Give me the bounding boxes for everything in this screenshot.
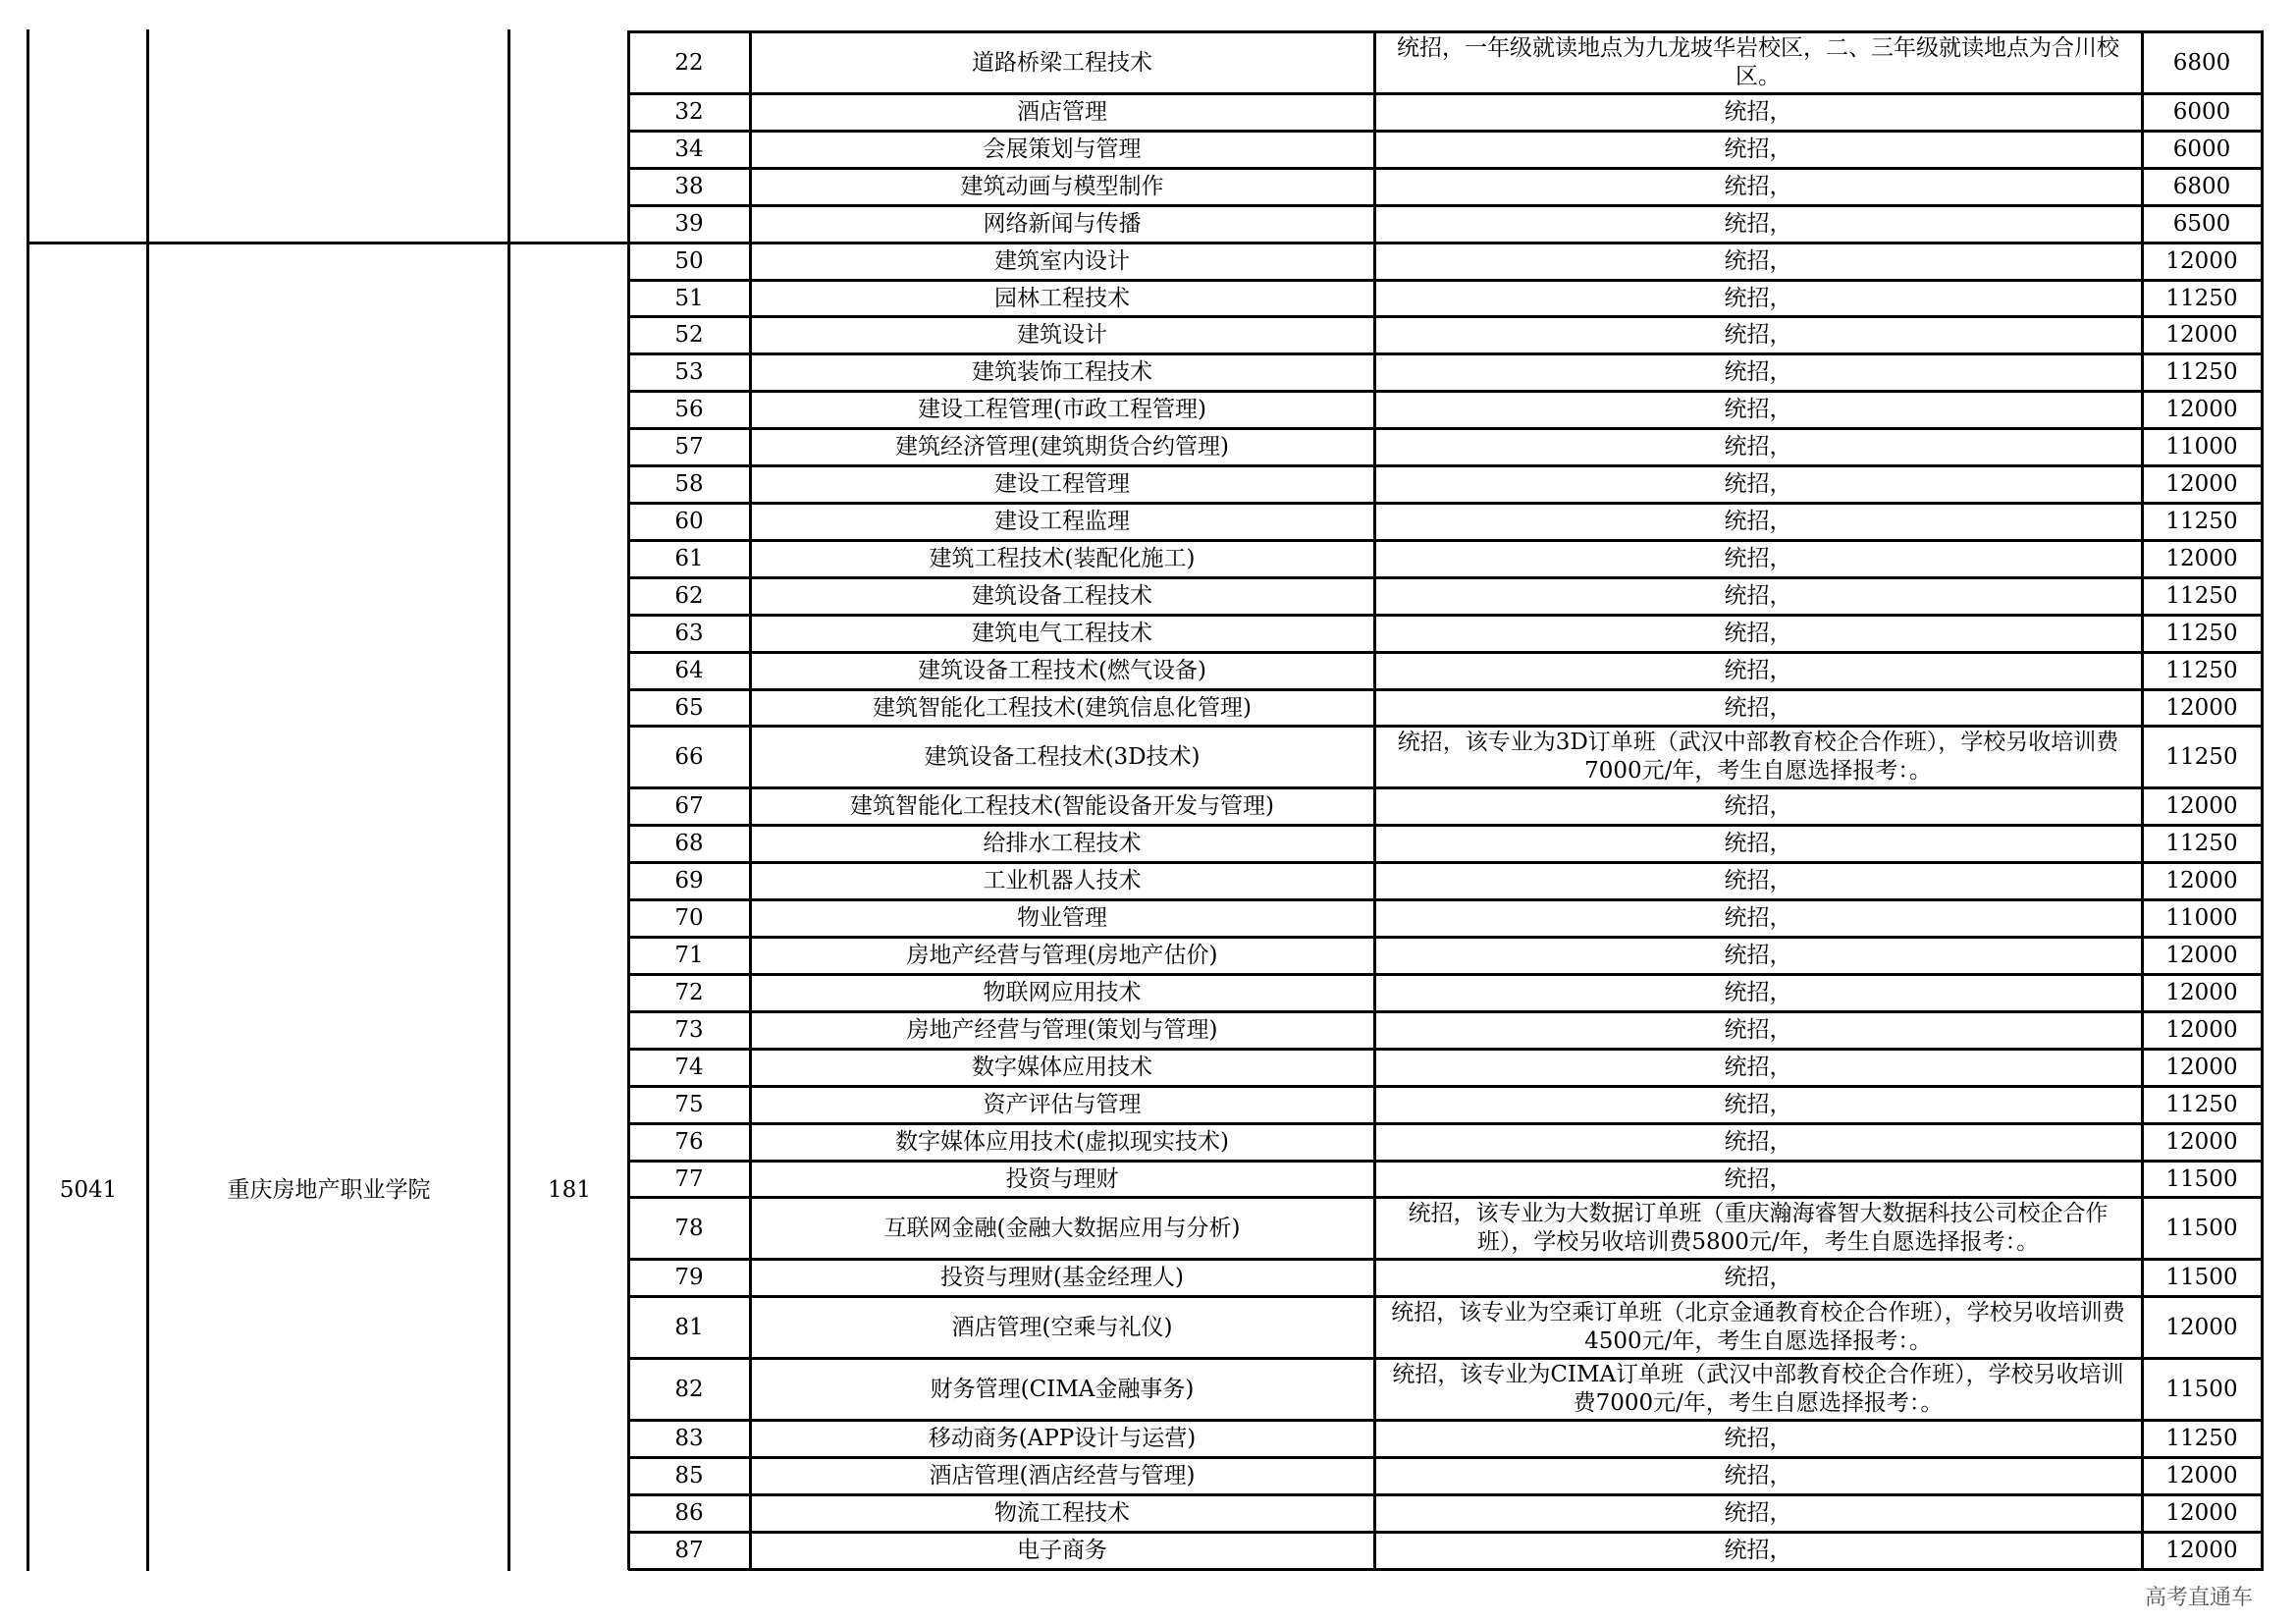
major-name: 建设工程管理 [994, 471, 1130, 498]
tuition-fee: 12000 [2165, 694, 2238, 721]
major-note: 统招， [1724, 508, 1792, 534]
major-name: 建筑智能化工程技术(建筑信息化管理) [873, 694, 1252, 721]
major-note: 统招， [1724, 1128, 1792, 1155]
major-note: 统招， [1724, 1016, 1792, 1043]
grid-horizontal-line [628, 279, 2264, 282]
major-note: 统招，该专业为CIMA订单班（武汉中部教育校企合作班），学校另收培训费7000元/年，考生自愿选择报考：。 [1392, 1362, 2124, 1417]
major-name: 建筑室内设计 [994, 247, 1130, 274]
major-name: 建筑电气工程技术 [972, 620, 1152, 646]
major-note: 统招， [1724, 1538, 1792, 1564]
major-code: 78 [674, 1215, 704, 1241]
major-name: 房地产经营与管理(策划与管理) [906, 1016, 1218, 1043]
major-name: 建筑设备工程技术(3D技术) [924, 743, 1201, 770]
tuition-fee: 12000 [2165, 322, 2238, 349]
major-code: 39 [674, 210, 704, 237]
grid-horizontal-line [628, 1122, 2264, 1125]
major-code: 57 [674, 434, 704, 460]
tuition-fee: 12000 [2165, 1500, 2238, 1527]
major-name: 建筑智能化工程技术(智能设备开发与管理) [850, 793, 1274, 820]
major-note: 统招， [1724, 905, 1792, 932]
tuition-fee: 12000 [2165, 1128, 2238, 1155]
major-name: 建筑工程技术(装配化施工) [929, 545, 1196, 571]
tuition-fee: 11250 [2165, 582, 2238, 609]
grid-horizontal-line [628, 464, 2264, 467]
major-code: 34 [674, 135, 704, 162]
major-note: 统招， [1724, 285, 1792, 311]
tuition-fee: 11250 [2165, 620, 2238, 646]
major-code: 64 [674, 657, 704, 683]
major-code: 66 [674, 743, 704, 770]
tuition-fee: 12000 [2165, 247, 2238, 274]
major-note: 统招，该专业为大数据订单班（重庆瀚海睿智大数据科技公司校企合作班），学校另收培训费5800元/年，考生自愿选择报考：。 [1408, 1201, 2109, 1256]
tuition-fee: 12000 [2165, 979, 2238, 1005]
grid-horizontal-line [628, 973, 2264, 976]
grid-horizontal-line [628, 898, 2264, 901]
grid-horizontal-line [628, 725, 2264, 728]
watermark: 高考直通车 [2145, 1586, 2254, 1610]
major-name: 投资与理财(基金经理人) [940, 1265, 1184, 1291]
major-note: 统招， [1724, 98, 1792, 125]
major-note: 统招， [1724, 173, 1792, 199]
major-name: 电子商务 [1017, 1538, 1107, 1564]
major-name: 移动商务(APP设计与运营) [928, 1426, 1197, 1452]
major-code: 72 [674, 979, 704, 1005]
grid-horizontal-line [628, 1010, 2264, 1013]
grid-vertical-line [146, 29, 149, 1571]
grid-horizontal-line [628, 352, 2264, 355]
major-name: 建筑经济管理(建筑期货合约管理) [895, 434, 1229, 460]
major-name: 建设工程管理(市政工程管理) [918, 397, 1206, 423]
tuition-fee: 12000 [2165, 1538, 2238, 1564]
grid-horizontal-line [628, 204, 2264, 207]
tuition-fee: 12000 [2165, 397, 2238, 423]
grid-horizontal-line [628, 651, 2264, 654]
grid-horizontal-line [628, 936, 2264, 939]
grid-horizontal-line [628, 167, 2264, 170]
major-note: 统招， [1724, 359, 1792, 386]
major-note: 统招， [1724, 1165, 1792, 1192]
major-name: 建设工程监理 [994, 508, 1130, 534]
major-code: 71 [674, 943, 704, 969]
tuition-fee: 12000 [2165, 868, 2238, 894]
major-code: 22 [674, 49, 704, 76]
tuition-fee: 12000 [2165, 1463, 2238, 1489]
grid-horizontal-line [628, 390, 2264, 393]
grid-horizontal-line [27, 242, 629, 244]
tuition-fee: 11500 [2165, 1215, 2238, 1241]
major-note: 统招， [1724, 322, 1792, 349]
grid-horizontal-line [628, 1456, 2264, 1459]
grid-horizontal-line [628, 1258, 2264, 1261]
major-name: 物流工程技术 [994, 1500, 1130, 1527]
grid-horizontal-line [628, 1419, 2264, 1422]
major-note: 统招，该专业为空乘订单班（北京金通教育校企合作班），学校另收培训费4500元/年，考生自愿选择报考：。 [1391, 1300, 2125, 1355]
tuition-fee: 6000 [2172, 98, 2231, 125]
grid-horizontal-line [628, 1160, 2264, 1163]
major-code: 73 [674, 1016, 704, 1043]
major-note: 统招， [1724, 397, 1792, 423]
tuition-fee: 12000 [2165, 1314, 2238, 1340]
grid-horizontal-line [628, 130, 2264, 133]
major-code: 68 [674, 831, 704, 857]
major-code: 82 [674, 1376, 704, 1402]
grid-horizontal-line [628, 502, 2264, 505]
tuition-fee: 11250 [2165, 657, 2238, 683]
major-code: 60 [674, 508, 704, 534]
tuition-fee: 11250 [2165, 831, 2238, 857]
major-code: 63 [674, 620, 704, 646]
major-code: 75 [674, 1091, 704, 1117]
major-name: 数字媒体应用技术 [972, 1054, 1152, 1080]
major-code: 56 [674, 397, 704, 423]
major-name: 物业管理 [1017, 905, 1107, 932]
major-name: 会展策划与管理 [983, 135, 1142, 162]
major-code: 76 [674, 1128, 704, 1155]
tuition-fee: 11000 [2165, 905, 2238, 932]
major-note: 统招， [1724, 1265, 1792, 1291]
tuition-fee: 12000 [2165, 793, 2238, 820]
plan-count: 181 [548, 1177, 591, 1203]
major-code: 74 [674, 1054, 704, 1080]
major-note: 统招， [1724, 545, 1792, 571]
grid-horizontal-line [628, 576, 2264, 579]
major-name: 给排水工程技术 [983, 831, 1142, 857]
tuition-fee: 12000 [2165, 471, 2238, 498]
grid-horizontal-line [628, 242, 2264, 244]
major-code: 51 [674, 285, 704, 311]
major-code: 85 [674, 1463, 704, 1489]
grid-horizontal-line [628, 315, 2264, 318]
major-code: 58 [674, 471, 704, 498]
major-note: 统招， [1724, 471, 1792, 498]
major-code: 70 [674, 905, 704, 932]
grid-horizontal-line [628, 1295, 2264, 1298]
major-code: 50 [674, 247, 704, 274]
major-name: 酒店管理 [1017, 98, 1107, 125]
major-code: 79 [674, 1265, 704, 1291]
major-name: 物联网应用技术 [983, 979, 1142, 1005]
major-code: 52 [674, 322, 704, 349]
major-name: 投资与理财 [1005, 1165, 1119, 1192]
major-code: 32 [674, 98, 704, 125]
major-note: 统招， [1724, 582, 1792, 609]
major-note: 统招， [1724, 210, 1792, 237]
major-name: 工业机器人技术 [983, 868, 1142, 894]
major-name: 数字媒体应用技术(虚拟现实技术) [895, 1128, 1229, 1155]
grid-vertical-line [27, 29, 29, 1571]
major-name: 房地产经营与管理(房地产估价) [906, 943, 1218, 969]
tuition-fee: 12000 [2165, 1016, 2238, 1043]
major-name: 道路桥梁工程技术 [972, 49, 1152, 76]
tuition-fee: 6800 [2172, 49, 2231, 76]
tuition-fee: 11000 [2165, 434, 2238, 460]
school-name: 重庆房地产职业学院 [227, 1177, 431, 1203]
school-code: 5041 [59, 1177, 118, 1203]
major-name: 建筑设备工程技术(燃气设备) [918, 657, 1206, 683]
grid-vertical-line [2261, 30, 2264, 1570]
tuition-fee: 11250 [2165, 508, 2238, 534]
major-note: 统招，一年级就读地点为九龙坡华岩校区，二、三年级就读地点为合川校区。 [1397, 35, 2119, 89]
tuition-fee: 11500 [2165, 1165, 2238, 1192]
major-note: 统招， [1724, 657, 1792, 683]
tuition-fee: 11500 [2165, 1265, 2238, 1291]
major-code: 61 [674, 545, 704, 571]
major-note: 统招， [1724, 943, 1792, 969]
major-note: 统招， [1724, 831, 1792, 857]
tuition-fee: 11250 [2165, 1091, 2238, 1117]
major-code: 81 [674, 1314, 704, 1340]
major-name: 网络新闻与传播 [983, 210, 1142, 237]
major-code: 65 [674, 694, 704, 721]
major-name: 财务管理(CIMA金融事务) [930, 1376, 1195, 1402]
major-code: 62 [674, 582, 704, 609]
major-code: 69 [674, 868, 704, 894]
major-code: 87 [674, 1538, 704, 1564]
major-code: 77 [674, 1165, 704, 1192]
major-note: 统招， [1724, 247, 1792, 274]
grid-horizontal-line [628, 614, 2264, 617]
tuition-fee: 12000 [2165, 943, 2238, 969]
major-name: 资产评估与管理 [983, 1091, 1142, 1117]
major-name: 建筑动画与模型制作 [960, 173, 1164, 199]
grid-horizontal-line [628, 1568, 2264, 1571]
major-name: 酒店管理(酒店经营与管理) [929, 1463, 1196, 1489]
grid-horizontal-line [628, 824, 2264, 827]
major-note: 统招， [1724, 793, 1792, 820]
grid-horizontal-line [628, 1357, 2264, 1360]
major-note: 统招， [1724, 1054, 1792, 1080]
major-note: 统招， [1724, 1463, 1792, 1489]
major-note: 统招， [1724, 135, 1792, 162]
tuition-fee: 11250 [2165, 743, 2238, 770]
major-code: 86 [674, 1500, 704, 1527]
grid-horizontal-line [628, 539, 2264, 542]
major-name: 酒店管理(空乘与礼仪) [951, 1314, 1173, 1340]
tuition-fee: 11500 [2165, 1376, 2238, 1402]
major-name: 建筑设计 [1017, 322, 1107, 349]
major-name: 园林工程技术 [994, 285, 1130, 311]
grid-horizontal-line [628, 861, 2264, 864]
grid-horizontal-line [628, 30, 2264, 33]
major-note: 统招， [1724, 1500, 1792, 1527]
major-name: 建筑设备工程技术 [972, 582, 1152, 609]
grid-horizontal-line [628, 92, 2264, 95]
major-note: 统招， [1724, 620, 1792, 646]
major-code: 67 [674, 793, 704, 820]
tuition-fee: 11250 [2165, 359, 2238, 386]
tuition-fee: 12000 [2165, 545, 2238, 571]
grid-horizontal-line [628, 1048, 2264, 1051]
major-name: 建筑装饰工程技术 [972, 359, 1152, 386]
grid-horizontal-line [628, 1531, 2264, 1534]
grid-horizontal-line [628, 786, 2264, 789]
grid-horizontal-line [628, 1493, 2264, 1496]
major-name: 互联网金融(金融大数据应用与分析) [883, 1215, 1241, 1241]
major-note: 统招， [1724, 434, 1792, 460]
tuition-fee: 12000 [2165, 1054, 2238, 1080]
grid-horizontal-line [628, 1085, 2264, 1088]
major-note: 统招，该专业为3D订单班（武汉中部教育校企合作班），学校另收培训费7000元/年，考生自愿选择报考：。 [1397, 730, 2119, 785]
grid-horizontal-line [628, 427, 2264, 430]
major-code: 53 [674, 359, 704, 386]
major-note: 统招， [1724, 694, 1792, 721]
tuition-fee: 6000 [2172, 135, 2231, 162]
grid-horizontal-line [628, 1196, 2264, 1199]
tuition-fee: 6800 [2172, 173, 2231, 199]
major-code: 38 [674, 173, 704, 199]
major-code: 83 [674, 1426, 704, 1452]
major-note: 统招， [1724, 868, 1792, 894]
major-note: 统招， [1724, 1091, 1792, 1117]
tuition-fee: 6500 [2172, 210, 2231, 237]
major-note: 统招， [1724, 979, 1792, 1005]
grid-vertical-line [507, 29, 510, 1571]
grid-horizontal-line [628, 688, 2264, 691]
tuition-fee: 11250 [2165, 285, 2238, 311]
major-note: 统招， [1724, 1426, 1792, 1452]
tuition-fee: 11250 [2165, 1426, 2238, 1452]
